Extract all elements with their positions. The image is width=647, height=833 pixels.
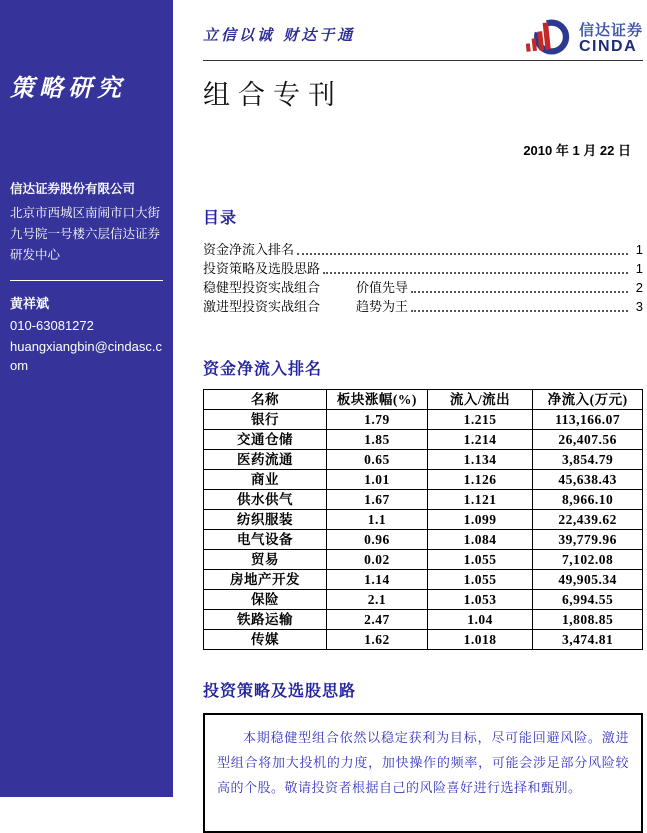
inflow-outflow-ratio: 1.214 xyxy=(427,430,532,450)
net-inflow: 1,808.85 xyxy=(533,610,643,630)
sector-name: 贸易 xyxy=(204,550,327,570)
inflow-outflow-ratio: 1.215 xyxy=(427,410,532,430)
sector-change: 1.85 xyxy=(326,430,427,450)
report-type-label: 策略研究 xyxy=(10,73,126,102)
inflow-outflow-ratio: 1.134 xyxy=(427,450,532,470)
company-motto: 立信以诚 财达于通 xyxy=(203,26,356,44)
toc-heading: 目录 xyxy=(203,210,238,227)
sector-name: 交通仓储 xyxy=(204,430,327,450)
toc-item-label: 激进型投资实战组合 xyxy=(203,299,321,314)
toc-page-number: 1 xyxy=(635,242,643,257)
inflow-outflow-ratio: 1.084 xyxy=(427,530,532,550)
toc-page-number: 1 xyxy=(635,261,643,276)
net-inflow: 26,407.56 xyxy=(533,430,643,450)
net-inflow: 8,966.10 xyxy=(533,490,643,510)
toc-item xyxy=(203,278,643,297)
sector-change: 0.02 xyxy=(326,550,427,570)
inflow-outflow-ratio: 1.055 xyxy=(427,570,532,590)
cinda-logo-icon xyxy=(521,14,575,65)
column-header: 净流入(万元) xyxy=(533,390,643,410)
inflow-outflow-ratio: 1.04 xyxy=(427,610,532,630)
net-inflow: 6,994.55 xyxy=(533,590,643,610)
toc-item-sublabel: 趋势为王 xyxy=(356,299,409,314)
report-date: 2010 年 1 月 22 日 xyxy=(523,143,631,158)
analyst-phone: 010-63081272 xyxy=(10,318,94,333)
toc-leader-dots xyxy=(411,291,628,293)
toc-leader-dots xyxy=(411,310,628,312)
ranking-heading: 资金净流入排名 xyxy=(203,361,323,378)
sidebar-divider xyxy=(10,280,163,281)
logo-name-cn: 信达证券 xyxy=(578,22,643,40)
address-line-2: 九号院一号楼六层信达证券 xyxy=(10,227,161,241)
capital-inflow-table xyxy=(203,389,643,650)
sector-change: 1.79 xyxy=(326,410,427,430)
toc-item xyxy=(203,297,643,316)
column-header: 板块涨幅(%) xyxy=(326,390,427,410)
inflow-outflow-ratio: 1.121 xyxy=(427,490,532,510)
toc-leader-dots xyxy=(323,272,628,274)
sector-change: 2.1 xyxy=(326,590,427,610)
net-inflow: 113,166.07 xyxy=(533,410,643,430)
table-row xyxy=(204,530,643,550)
toc-item-label: 投资策略及选股思路 xyxy=(203,261,321,276)
table-row xyxy=(204,490,643,510)
page-header xyxy=(203,0,643,60)
net-inflow: 3,854.79 xyxy=(533,450,643,470)
sector-change: 2.47 xyxy=(326,610,427,630)
sector-change: 0.96 xyxy=(326,530,427,550)
sector-name: 银行 xyxy=(204,410,327,430)
toc-leader-dots xyxy=(297,253,628,255)
sector-name: 医药流通 xyxy=(204,450,327,470)
page-title: 组合专刊 xyxy=(203,80,343,111)
net-inflow: 3,474.81 xyxy=(533,630,643,650)
column-header: 流入/流出 xyxy=(427,390,532,410)
analyst-email: huangxiangbin@cindasc.com xyxy=(10,339,162,373)
net-inflow: 7,102.08 xyxy=(533,550,643,570)
address-line-3: 研发中心 xyxy=(10,248,61,262)
sector-change: 0.65 xyxy=(326,450,427,470)
sector-change: 1.67 xyxy=(326,490,427,510)
analyst-name: 黄祥斌 xyxy=(10,296,50,311)
strategy-box xyxy=(203,713,643,833)
sector-change: 1.1 xyxy=(326,510,427,530)
net-inflow: 22,439.62 xyxy=(533,510,643,530)
table-row xyxy=(204,570,643,590)
company-logo xyxy=(521,14,643,65)
table-row xyxy=(204,430,643,450)
inflow-outflow-ratio: 1.055 xyxy=(427,550,532,570)
sector-name: 铁路运输 xyxy=(204,610,327,630)
table-row xyxy=(204,470,643,490)
sector-name: 电气设备 xyxy=(204,530,327,550)
toc-item-label: 稳健型投资实战组合 xyxy=(203,280,321,295)
logo-text xyxy=(579,23,643,56)
sector-change: 1.01 xyxy=(326,470,427,490)
inflow-outflow-ratio: 1.099 xyxy=(427,510,532,530)
sidebar xyxy=(0,0,173,797)
strategy-heading: 投资策略及选股思路 xyxy=(203,683,357,700)
toc-page-number: 3 xyxy=(635,299,643,314)
sector-change: 1.14 xyxy=(326,570,427,590)
table-row xyxy=(204,410,643,430)
address-line-1: 北京市西城区南闹市口大街 xyxy=(10,206,161,220)
inflow-outflow-ratio: 1.018 xyxy=(427,630,532,650)
sector-name: 供水供气 xyxy=(204,490,327,510)
column-header: 名称 xyxy=(204,390,327,410)
net-inflow: 39,779.96 xyxy=(533,530,643,550)
table-header-row xyxy=(204,390,643,410)
sector-change: 1.62 xyxy=(326,630,427,650)
sector-name: 房地产开发 xyxy=(204,570,327,590)
strategy-paragraph: 本期稳健型组合依然以稳定获利为目标，尽可能回避风险。激进型组合将加大投机的力度，加快操作的频率，可能会涉足部分风险较高的个股。敬请投资者根据自己的风险喜好进行选择和甄别。 xyxy=(217,730,629,795)
inflow-outflow-ratio: 1.126 xyxy=(427,470,532,490)
sector-name: 保险 xyxy=(204,590,327,610)
main-content xyxy=(203,0,643,833)
net-inflow: 49,905.34 xyxy=(533,570,643,590)
toc-item xyxy=(203,240,643,259)
table-row xyxy=(204,590,643,610)
company-name: 信达证券股份有限公司 xyxy=(10,182,136,196)
table-row xyxy=(204,550,643,570)
toc-page-number: 2 xyxy=(635,280,643,295)
toc-item-sublabel: 价值先导 xyxy=(356,280,409,295)
logo-name-en: CINDA xyxy=(578,37,638,55)
inflow-outflow-ratio: 1.053 xyxy=(427,590,532,610)
sector-name: 传媒 xyxy=(204,630,327,650)
sector-name: 商业 xyxy=(204,470,327,490)
table-row xyxy=(204,450,643,470)
table-of-contents xyxy=(203,240,643,316)
company-address xyxy=(10,203,163,266)
sector-name: 纺织服装 xyxy=(204,510,327,530)
table-row xyxy=(204,510,643,530)
table-row xyxy=(204,630,643,650)
toc-item-label: 资金净流入排名 xyxy=(203,242,295,257)
toc-item xyxy=(203,259,643,278)
net-inflow: 45,638.43 xyxy=(533,470,643,490)
table-row xyxy=(204,610,643,630)
